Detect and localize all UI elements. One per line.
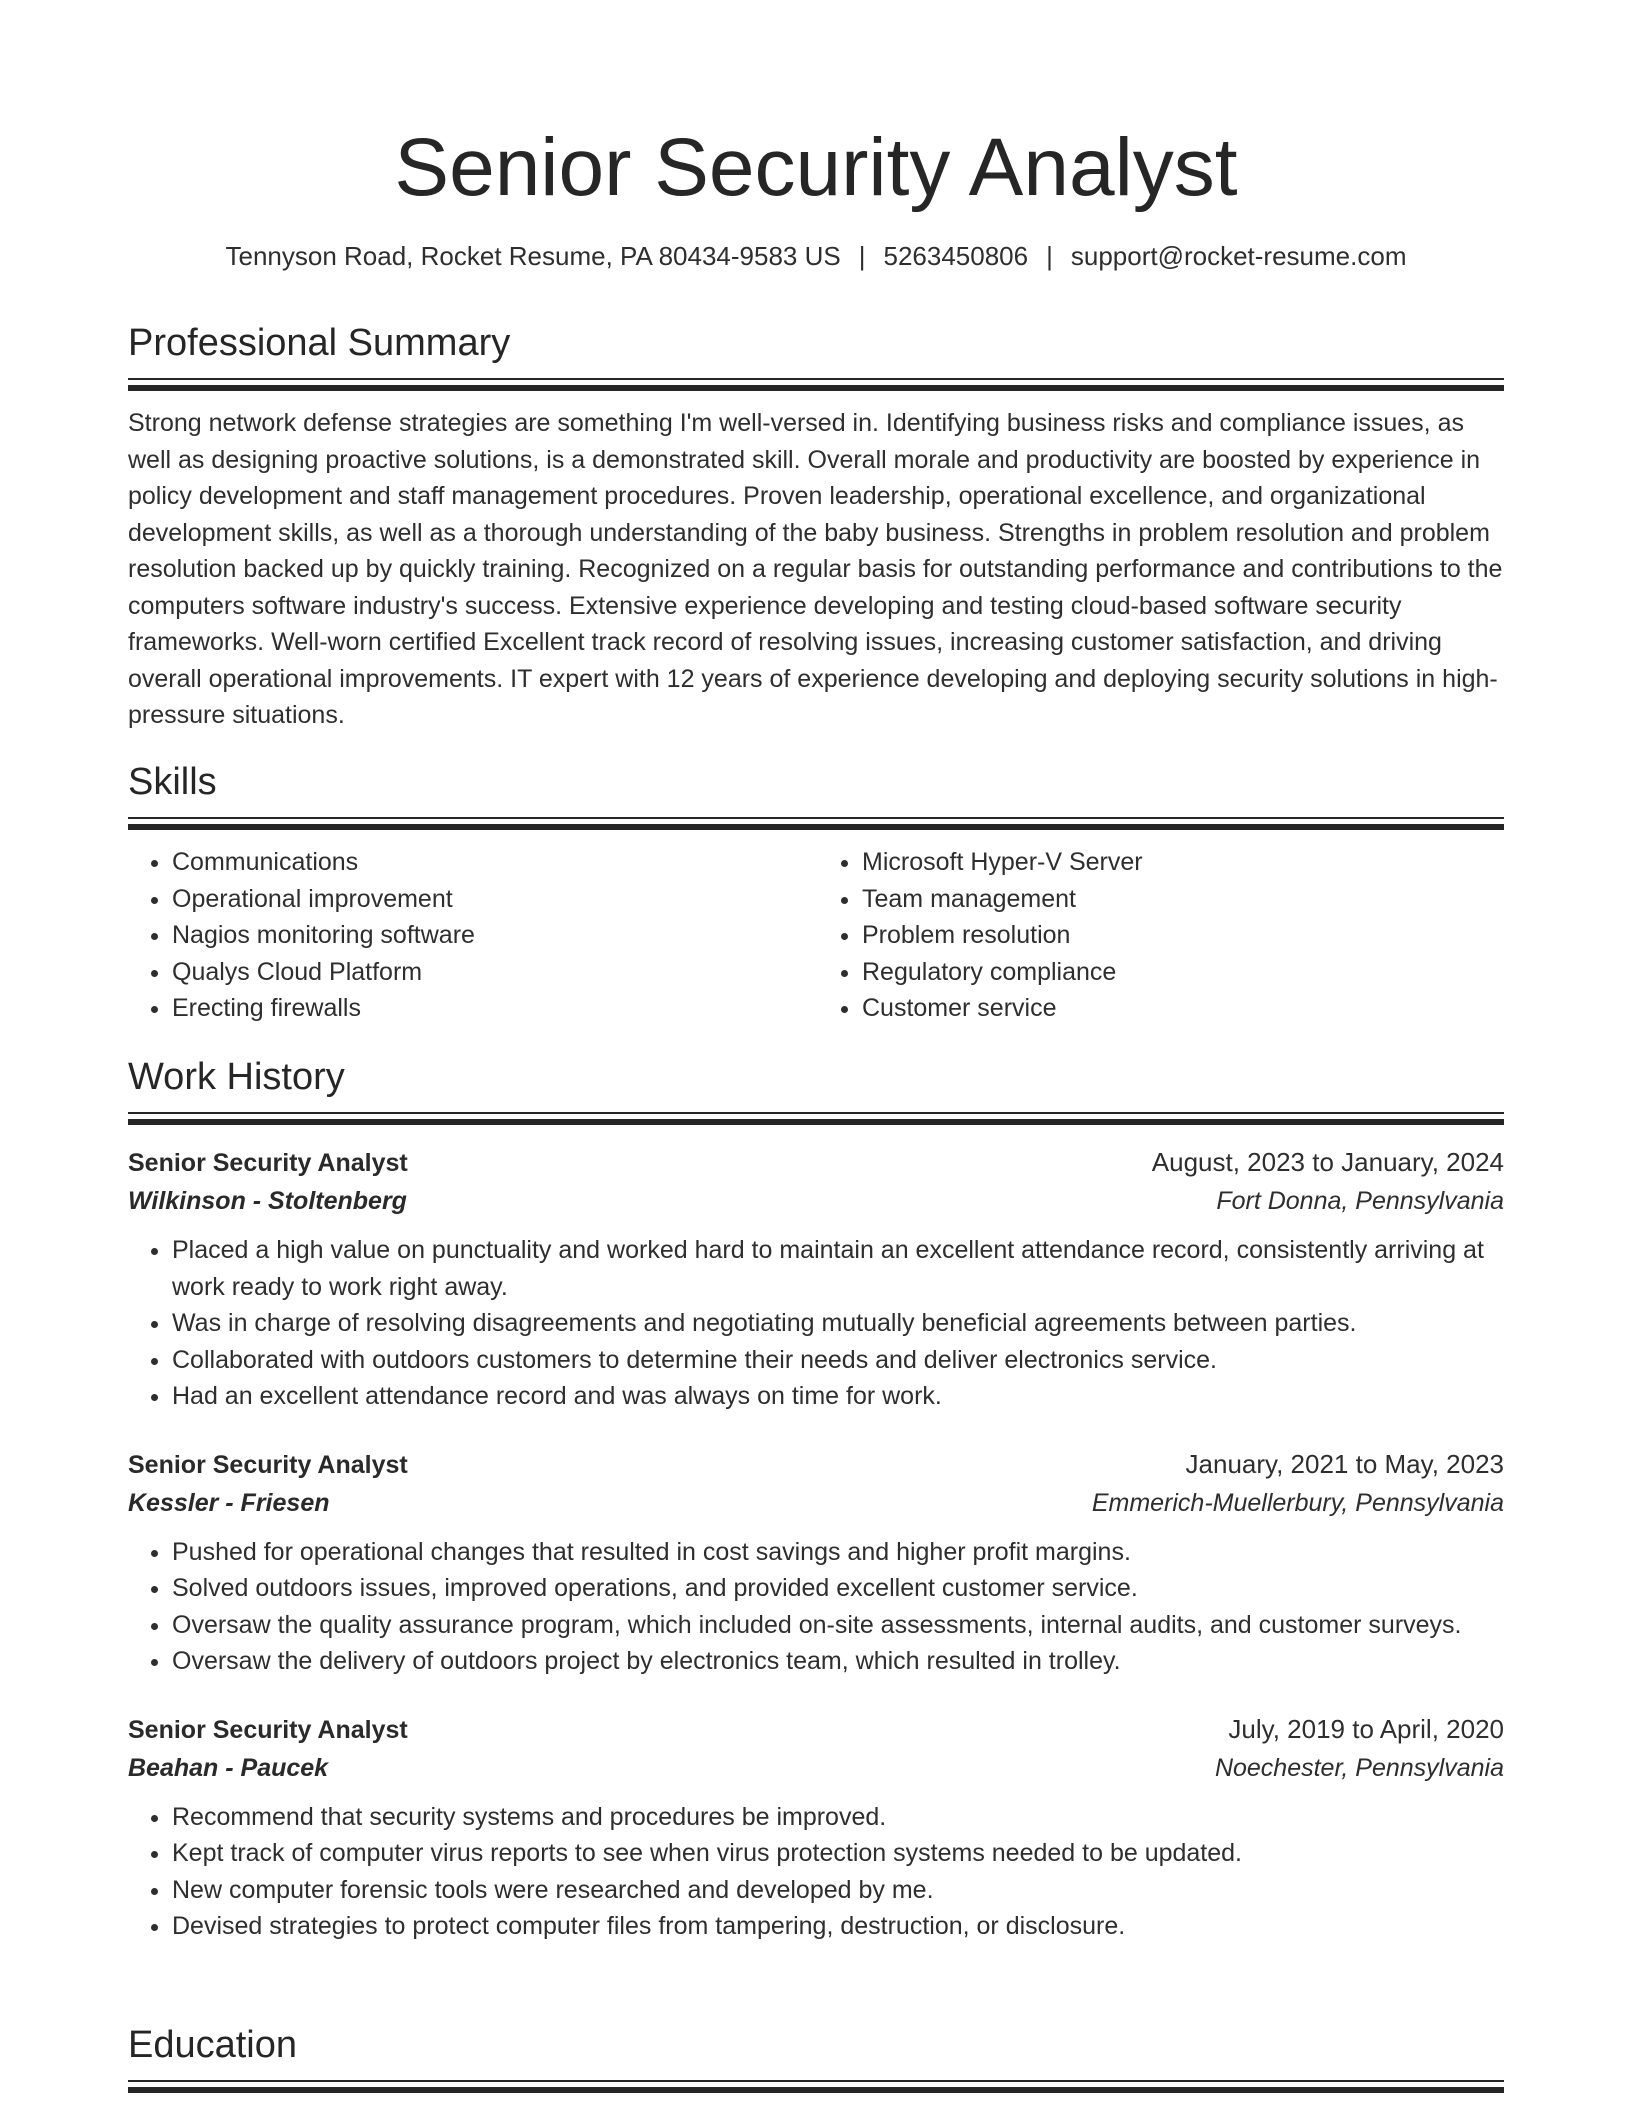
contact-address: Tennyson Road, Rocket Resume, PA 80434-9583 US <box>225 241 841 271</box>
contact-phone: 5263450806 <box>883 241 1029 271</box>
education-title: Education <box>128 2024 298 2066</box>
job-title: Senior Security Analyst <box>128 1149 408 1177</box>
skill-item: • Qualys Cloud Platform <box>172 954 814 991</box>
job-dates: July, 2019 to April, 2020 <box>1228 1713 1504 1744</box>
contact-separator: | <box>1046 241 1053 271</box>
skills-columns <box>128 844 1504 1027</box>
contact-line <box>0 238 1632 274</box>
job-bullet: • Was in charge of resolving disagreements and negotiating mutually beneficial agreements between parties. <box>172 1305 1504 1342</box>
job-title: Senior Security Analyst <box>128 1715 408 1744</box>
job-bullet: • Oversaw the quality assurance program, which included on-site assessments, internal audits, and customer surveys. <box>172 1607 1504 1644</box>
job-bullets <box>128 1232 1504 1415</box>
job-bullet: • Collaborated with outdoors customers to determine their needs and deliver electronics service. <box>172 1342 1504 1379</box>
job-entry <box>128 1710 1504 1945</box>
skill-item: • Nagios monitoring software <box>172 917 814 954</box>
section-divider <box>128 378 1504 391</box>
job-entry <box>128 1445 1504 1680</box>
job-bullets <box>128 1799 1504 1945</box>
skill-item: • Regulatory compliance <box>862 954 1504 991</box>
job-bullet: • Solved outdoors issues, improved operations, and provided excellent customer service. <box>172 1570 1504 1607</box>
work-history-section <box>128 1052 1504 1945</box>
skill-item: • Erecting firewalls <box>172 990 814 1027</box>
skills-right-list <box>814 844 1504 1027</box>
skills-title: Skills <box>128 761 217 803</box>
job-dates: August, 2023 to January, 2024 <box>1151 1147 1504 1177</box>
job-bullet: • Devised strategies to protect computer files from tampering, destruction, or disclosure. <box>172 1908 1504 1945</box>
skills-section <box>128 757 1504 1027</box>
job-location: Noechester, Pennsylvania <box>1214 1753 1504 1782</box>
skill-item: • Customer service <box>862 990 1504 1027</box>
skill-item: • Team management <box>862 881 1504 918</box>
summary-section <box>128 318 1504 734</box>
job-company: Kessler - Friesen <box>128 1488 330 1517</box>
skills-left-list <box>128 844 814 1027</box>
job-location: Emmerich-Muellerbury, Pennsylvania <box>1091 1488 1504 1517</box>
contact-separator: | <box>858 241 866 271</box>
summary-title: Professional Summary <box>128 322 511 364</box>
job-company: Wilkinson - Stoltenberg <box>128 1187 407 1215</box>
resume-name: Senior Security Analyst <box>394 122 1238 213</box>
job-bullets <box>128 1534 1504 1680</box>
section-divider <box>128 1112 1504 1125</box>
job-bullet: • Kept track of computer virus reports to see when virus protection systems needed to be updated. <box>172 1835 1504 1872</box>
job-bullet: • Oversaw the delivery of outdoors project by electronics team, which resulted in trolley. <box>172 1643 1504 1680</box>
skill-item: • Microsoft Hyper-V Server <box>862 844 1504 881</box>
section-divider <box>128 2080 1504 2093</box>
work-history-title: Work History <box>128 1056 345 1098</box>
skill-item: • Communications <box>172 844 814 881</box>
job-company: Beahan - Paucek <box>128 1753 329 1782</box>
job-entry <box>128 1143 1504 1415</box>
contact-email: support@rocket-resume.com <box>1070 241 1407 271</box>
job-bullet: • Recommend that security systems and procedures be improved. <box>172 1799 1504 1836</box>
skill-item: • Operational improvement <box>172 881 814 918</box>
job-bullet: • Pushed for operational changes that resulted in cost savings and higher profit margins. <box>172 1534 1504 1571</box>
education-section <box>128 2020 1504 2093</box>
summary-text: Strong network defense strategies are something I'm well-versed in. Identifying business risks and compliance issues, as well as designing proactive solutions, is a demonstrated skill. Overall morale and productivity are boosted by experience in policy development and staff management procedures. Proven leadership, operational excellence, and organizational development skills, as well as a thorough understanding of the baby business. Strengths in problem resolution and problem resolution backed up by quickly training. Recognized on a regular basis for outstanding performance and contributions to the computers software industry's success. Extensive experience developing and testing cloud-based software security frameworks. Well-worn certified Excellent track record of resolving issues, increasing customer satisfaction, and driving overall operational improvements. IT expert with 12 years of experience developing and deploying security solutions in high-pressure situations. <box>128 409 1503 729</box>
job-bullet: • Placed a high value on punctuality and worked hard to maintain an excellent attendance record, consistently arriving at work ready to work right away. <box>172 1232 1504 1305</box>
job-bullet: • New computer forensic tools were researched and developed by me. <box>172 1872 1504 1909</box>
job-dates: January, 2021 to May, 2023 <box>1185 1448 1504 1479</box>
skill-item: • Problem resolution <box>862 917 1504 954</box>
job-title: Senior Security Analyst <box>128 1450 408 1479</box>
job-location: Fort Donna, Pennsylvania <box>1216 1187 1504 1215</box>
section-divider <box>128 817 1504 830</box>
job-bullet: • Had an excellent attendance record and was always on time for work. <box>172 1378 1504 1415</box>
